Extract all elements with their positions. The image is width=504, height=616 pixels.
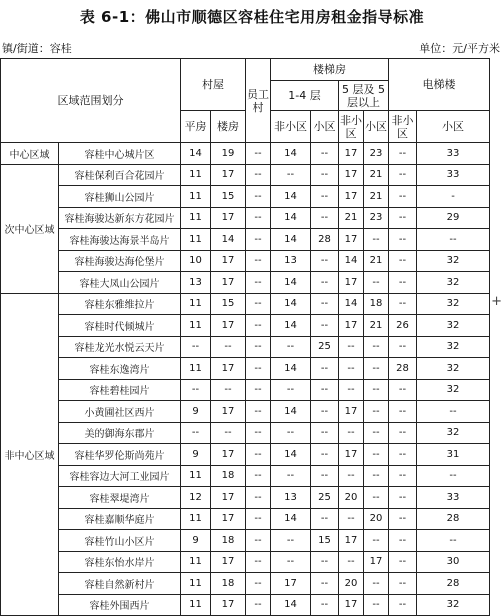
- rent-value-cell: 17: [364, 551, 389, 573]
- rent-value-cell: 31: [417, 444, 490, 466]
- rent-value-cell: --: [246, 272, 271, 294]
- rent-value-cell: 21: [364, 164, 389, 186]
- rent-value-cell: --: [364, 422, 389, 444]
- rent-value-cell: 13: [271, 250, 311, 272]
- rent-value-cell: 11: [181, 229, 211, 251]
- rent-value-cell: 11: [181, 315, 211, 337]
- rent-value-cell: 32: [417, 315, 490, 337]
- rent-value-cell: --: [246, 551, 271, 573]
- rent-value-cell: --: [211, 422, 246, 444]
- rent-value-cell: --: [311, 551, 339, 573]
- header-village-layer: 村屋: [181, 59, 246, 111]
- rent-value-cell: 17: [211, 401, 246, 423]
- rent-value-cell: --: [389, 207, 417, 229]
- rent-value-cell: --: [389, 508, 417, 530]
- rent-value-cell: --: [246, 293, 271, 315]
- rent-value-cell: 11: [181, 358, 211, 380]
- rent-value-cell: --: [246, 186, 271, 208]
- table-row: [1, 186, 490, 208]
- rent-value-cell: 14: [271, 207, 311, 229]
- rent-value-cell: --: [417, 530, 490, 552]
- rent-value-cell: --: [181, 422, 211, 444]
- rent-value-cell: 32: [417, 422, 490, 444]
- rent-value-cell: 32: [417, 336, 490, 358]
- rent-value-cell: --: [389, 551, 417, 573]
- rent-value-cell: 17: [211, 207, 246, 229]
- area-name-cell: 容桂华罗伦斯尚苑片: [59, 444, 181, 466]
- header-floors-5-up: 5 层及 5 层以上: [339, 81, 389, 111]
- rent-value-cell: 15: [311, 530, 339, 552]
- rent-value-cell: --: [246, 207, 271, 229]
- rent-value-cell: --: [246, 465, 271, 487]
- area-name-cell: 美的御海东郡片: [59, 422, 181, 444]
- rent-value-cell: 18: [211, 530, 246, 552]
- rent-value-cell: --: [271, 379, 311, 401]
- rent-value-cell: --: [389, 379, 417, 401]
- rent-value-cell: --: [389, 487, 417, 509]
- rent-value-cell: --: [417, 465, 490, 487]
- rent-value-cell: 21: [339, 207, 364, 229]
- rent-value-cell: 17: [271, 573, 311, 595]
- rent-value-cell: 11: [181, 186, 211, 208]
- table-row: [1, 336, 490, 358]
- rent-value-cell: --: [246, 358, 271, 380]
- area-name-cell: 容桂大凤山公园片: [59, 272, 181, 294]
- rent-value-cell: 9: [181, 444, 211, 466]
- table-row: [1, 229, 490, 251]
- rent-value-cell: 9: [181, 530, 211, 552]
- rent-value-cell: --: [311, 594, 339, 616]
- rent-value-cell: 20: [364, 508, 389, 530]
- rent-value-cell: --: [417, 401, 490, 423]
- rent-value-cell: --: [364, 530, 389, 552]
- rent-value-cell: 32: [417, 250, 490, 272]
- rent-table-container: [0, 58, 489, 616]
- rent-value-cell: 28: [417, 508, 490, 530]
- table-row: [1, 315, 490, 337]
- rent-value-cell: --: [364, 272, 389, 294]
- zone-cell: 非中心区域: [1, 293, 59, 616]
- rent-value-cell: --: [271, 336, 311, 358]
- rent-value-cell: 20: [339, 573, 364, 595]
- table-row: [1, 487, 490, 509]
- rent-value-cell: --: [364, 444, 389, 466]
- rent-value-cell: 28: [389, 358, 417, 380]
- area-name-cell: 容桂中心城片区: [59, 143, 181, 165]
- table-row: [1, 465, 490, 487]
- rent-value-cell: --: [181, 379, 211, 401]
- rent-value-cell: 14: [271, 143, 311, 165]
- rent-value-cell: 11: [181, 207, 211, 229]
- rent-value-cell: --: [389, 573, 417, 595]
- rent-value-cell: --: [389, 594, 417, 616]
- table-row: [1, 444, 490, 466]
- rent-value-cell: 17: [211, 358, 246, 380]
- rent-value-cell: --: [311, 164, 339, 186]
- rent-value-cell: --: [311, 379, 339, 401]
- rent-value-cell: --: [311, 508, 339, 530]
- rent-value-cell: --: [181, 336, 211, 358]
- area-name-cell: 容桂东逸湾片: [59, 358, 181, 380]
- rent-value-cell: 14: [271, 401, 311, 423]
- area-name-cell: 容桂东雅维拉片: [59, 293, 181, 315]
- rent-value-cell: --: [339, 358, 364, 380]
- table-row: [1, 143, 490, 165]
- area-name-cell: 容桂碧桂园片: [59, 379, 181, 401]
- table-row: [1, 573, 490, 595]
- rent-value-cell: 14: [271, 508, 311, 530]
- rent-value-cell: 10: [181, 250, 211, 272]
- area-name-cell: 容桂狮山公园片: [59, 186, 181, 208]
- rent-value-cell: --: [246, 422, 271, 444]
- rent-value-cell: --: [389, 444, 417, 466]
- rent-value-cell: --: [246, 164, 271, 186]
- rent-value-cell: 28: [311, 229, 339, 251]
- area-name-cell: 容桂翠堤湾片: [59, 487, 181, 509]
- rent-value-cell: --: [311, 465, 339, 487]
- rent-value-cell: --: [311, 573, 339, 595]
- rent-value-cell: 17: [211, 444, 246, 466]
- rent-value-cell: --: [311, 444, 339, 466]
- rent-value-cell: --: [339, 422, 364, 444]
- rent-value-cell: 18: [211, 465, 246, 487]
- header-building-house: 楼梯房: [271, 59, 389, 81]
- rent-value-cell: 14: [271, 594, 311, 616]
- table-row: [1, 551, 490, 573]
- rent-value-cell: 17: [339, 164, 364, 186]
- table-body: [1, 143, 490, 616]
- area-name-cell: 容桂龙光水悦云天片: [59, 336, 181, 358]
- rent-value-cell: 15: [211, 293, 246, 315]
- table-row: [1, 508, 490, 530]
- rent-value-cell: --: [389, 272, 417, 294]
- rent-value-cell: 17: [339, 229, 364, 251]
- rent-value-cell: --: [246, 315, 271, 337]
- rent-table: [0, 58, 490, 616]
- header-floors-1-4: 1-4 层: [271, 81, 339, 111]
- area-name-cell: 容桂海骏达海伦堡片: [59, 250, 181, 272]
- rent-value-cell: 14: [271, 293, 311, 315]
- area-name-cell: 小黄圃社区西片: [59, 401, 181, 423]
- rent-value-cell: --: [364, 401, 389, 423]
- zone-cell: 中心区域: [1, 143, 59, 165]
- rent-value-cell: 17: [211, 315, 246, 337]
- rent-value-cell: 11: [181, 594, 211, 616]
- rent-value-cell: 26: [389, 315, 417, 337]
- table-row: [1, 594, 490, 616]
- rent-value-cell: --: [271, 422, 311, 444]
- rent-value-cell: 17: [211, 594, 246, 616]
- rent-value-cell: 13: [181, 272, 211, 294]
- rent-value-cell: -: [417, 186, 490, 208]
- rent-value-cell: --: [246, 487, 271, 509]
- rent-value-cell: 14: [271, 358, 311, 380]
- area-name-cell: 容桂容边大河工业园片: [59, 465, 181, 487]
- rent-value-cell: --: [246, 143, 271, 165]
- rent-value-cell: --: [389, 401, 417, 423]
- rent-value-cell: 17: [211, 250, 246, 272]
- rent-value-cell: 15: [211, 186, 246, 208]
- header-non-community-elevator: 非小区: [389, 111, 417, 143]
- area-name-cell: 容桂海骏达海景半岛片: [59, 229, 181, 251]
- rent-value-cell: --: [339, 508, 364, 530]
- rent-value-cell: --: [311, 143, 339, 165]
- header-non-community-1-4: 非小区: [271, 111, 311, 143]
- rent-value-cell: 11: [181, 164, 211, 186]
- header-storey-house: 楼房: [211, 111, 246, 143]
- town-label: 镇/街道：容桂: [2, 42, 72, 55]
- rent-value-cell: --: [389, 164, 417, 186]
- table-row: [1, 358, 490, 380]
- rent-value-cell: 14: [211, 229, 246, 251]
- rent-value-cell: --: [246, 444, 271, 466]
- rent-value-cell: --: [389, 250, 417, 272]
- rent-value-cell: --: [339, 379, 364, 401]
- rent-value-cell: 11: [181, 551, 211, 573]
- rent-value-cell: 14: [339, 250, 364, 272]
- rent-value-cell: --: [211, 379, 246, 401]
- rent-value-cell: 17: [211, 164, 246, 186]
- rent-value-cell: --: [246, 573, 271, 595]
- area-name-cell: 容桂外围西片: [59, 594, 181, 616]
- rent-value-cell: --: [364, 573, 389, 595]
- rent-value-cell: --: [246, 379, 271, 401]
- rent-value-cell: 11: [181, 465, 211, 487]
- rent-value-cell: --: [311, 250, 339, 272]
- rent-value-cell: --: [311, 358, 339, 380]
- rent-value-cell: 14: [271, 315, 311, 337]
- rent-value-cell: --: [246, 229, 271, 251]
- rent-value-cell: --: [389, 530, 417, 552]
- rent-value-cell: --: [339, 465, 364, 487]
- rent-value-cell: --: [364, 229, 389, 251]
- rent-value-cell: 21: [364, 315, 389, 337]
- rent-value-cell: 17: [211, 487, 246, 509]
- area-name-cell: 容桂嘉顺华庭片: [59, 508, 181, 530]
- rent-value-cell: 20: [339, 487, 364, 509]
- table-row: [1, 164, 490, 186]
- header-flat-house: 平房: [181, 111, 211, 143]
- rent-value-cell: 23: [364, 207, 389, 229]
- rent-value-cell: 13: [271, 487, 311, 509]
- area-name-cell: 容桂东怡水岸片: [59, 551, 181, 573]
- rent-value-cell: --: [389, 336, 417, 358]
- rent-value-cell: 14: [271, 229, 311, 251]
- table-row: [1, 401, 490, 423]
- header-non-community-5-up: 非小区: [339, 111, 364, 143]
- rent-value-cell: 21: [364, 186, 389, 208]
- rent-value-cell: 12: [181, 487, 211, 509]
- rent-value-cell: --: [364, 358, 389, 380]
- rent-value-cell: --: [389, 293, 417, 315]
- header-community-elevator: 小区: [417, 111, 490, 143]
- rent-value-cell: --: [211, 336, 246, 358]
- rent-value-cell: 14: [271, 272, 311, 294]
- rent-value-cell: --: [246, 250, 271, 272]
- rent-value-cell: 17: [339, 401, 364, 423]
- header-elevator: 电梯楼: [389, 59, 490, 111]
- rent-value-cell: 32: [417, 379, 490, 401]
- area-name-cell: 容桂自然新村片: [59, 573, 181, 595]
- rent-value-cell: 25: [311, 336, 339, 358]
- rent-value-cell: --: [339, 336, 364, 358]
- table-row: [1, 272, 490, 294]
- rent-value-cell: 33: [417, 164, 490, 186]
- rent-value-cell: 32: [417, 594, 490, 616]
- rent-value-cell: --: [311, 315, 339, 337]
- header-community-5-up: 小区: [364, 111, 389, 143]
- rent-value-cell: 29: [417, 207, 490, 229]
- rent-value-cell: --: [271, 465, 311, 487]
- rent-value-cell: 28: [417, 573, 490, 595]
- page-title: 表 6-1：佛山市顺德区容桂住宅用房租金指导标准: [79, 8, 425, 26]
- rent-value-cell: 18: [364, 293, 389, 315]
- rent-value-cell: --: [271, 551, 311, 573]
- rent-value-cell: 23: [364, 143, 389, 165]
- rent-value-cell: 9: [181, 401, 211, 423]
- rent-value-cell: 21: [364, 250, 389, 272]
- rent-value-cell: --: [246, 594, 271, 616]
- rent-value-cell: --: [246, 530, 271, 552]
- rent-value-cell: 17: [339, 530, 364, 552]
- rent-value-cell: 17: [211, 508, 246, 530]
- rent-value-cell: 33: [417, 487, 490, 509]
- header-community-1-4: 小区: [311, 111, 339, 143]
- rent-value-cell: 17: [339, 186, 364, 208]
- unit-label: 单位：元/平方米: [419, 42, 500, 55]
- rent-value-cell: --: [389, 422, 417, 444]
- rent-value-cell: 14: [271, 444, 311, 466]
- rent-value-cell: --: [389, 143, 417, 165]
- rent-value-cell: 32: [417, 272, 490, 294]
- rent-value-cell: 11: [181, 573, 211, 595]
- rent-value-cell: --: [389, 186, 417, 208]
- rent-value-cell: --: [417, 229, 490, 251]
- rent-value-cell: --: [364, 336, 389, 358]
- rent-value-cell: 17: [339, 444, 364, 466]
- rent-value-cell: --: [311, 422, 339, 444]
- rent-value-cell: 11: [181, 508, 211, 530]
- rent-value-cell: --: [389, 465, 417, 487]
- table-row: [1, 207, 490, 229]
- rent-value-cell: 14: [339, 293, 364, 315]
- rent-value-cell: --: [364, 379, 389, 401]
- rent-value-cell: 17: [211, 272, 246, 294]
- rent-value-cell: --: [364, 487, 389, 509]
- rent-value-cell: --: [271, 164, 311, 186]
- area-name-cell: 容桂海骏达新东方花园片: [59, 207, 181, 229]
- table-row: [1, 293, 490, 315]
- table-row: [1, 530, 490, 552]
- rent-value-cell: --: [246, 401, 271, 423]
- rent-value-cell: --: [339, 551, 364, 573]
- rent-value-cell: --: [311, 207, 339, 229]
- rent-value-cell: --: [311, 401, 339, 423]
- rent-value-cell: --: [364, 594, 389, 616]
- rent-value-cell: 33: [417, 143, 490, 165]
- rent-value-cell: --: [271, 530, 311, 552]
- rent-value-cell: --: [246, 336, 271, 358]
- area-name-cell: 容桂竹山小区片: [59, 530, 181, 552]
- rent-value-cell: 14: [271, 186, 311, 208]
- table-row: [1, 379, 490, 401]
- rent-value-cell: --: [364, 465, 389, 487]
- rent-value-cell: --: [311, 293, 339, 315]
- rent-value-cell: 17: [339, 272, 364, 294]
- rent-value-cell: --: [246, 508, 271, 530]
- rent-value-cell: 19: [211, 143, 246, 165]
- rent-value-cell: --: [311, 186, 339, 208]
- table-row: [1, 250, 490, 272]
- rent-value-cell: 17: [339, 315, 364, 337]
- rent-value-cell: 18: [211, 573, 246, 595]
- area-name-cell: 容桂保利百合花园片: [59, 164, 181, 186]
- header-staff-village: 员工村: [246, 59, 271, 143]
- rent-value-cell: 17: [339, 143, 364, 165]
- zone-cell: 次中心区域: [1, 164, 59, 293]
- table-row: [1, 422, 490, 444]
- rent-value-cell: 17: [211, 551, 246, 573]
- rent-value-cell: 32: [417, 293, 490, 315]
- rent-value-cell: 32: [417, 358, 490, 380]
- rent-value-cell: 14: [181, 143, 211, 165]
- rent-value-cell: 17: [339, 594, 364, 616]
- rent-value-cell: --: [389, 229, 417, 251]
- rent-value-cell: 11: [181, 293, 211, 315]
- rent-value-cell: 30: [417, 551, 490, 573]
- rent-value-cell: 25: [311, 487, 339, 509]
- header-region-division: 区域范围划分: [1, 59, 181, 143]
- rent-value-cell: --: [311, 272, 339, 294]
- area-name-cell: 容桂时代倾城片: [59, 315, 181, 337]
- plus-icon[interactable]: +: [491, 294, 502, 309]
